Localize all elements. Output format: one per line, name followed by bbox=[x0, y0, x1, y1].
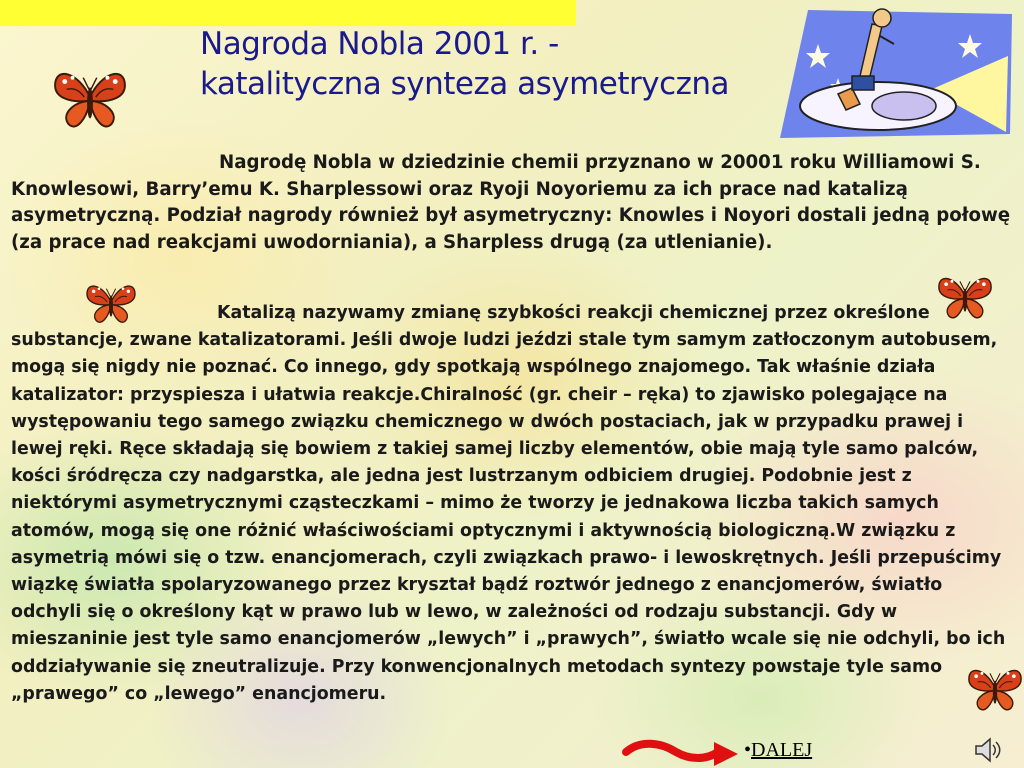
slide-title bbox=[200, 24, 780, 104]
title-line-2: katalityczna synteza asymetryczna bbox=[200, 66, 730, 102]
next-link[interactable] bbox=[744, 738, 812, 762]
speaker-icon[interactable] bbox=[972, 736, 1004, 764]
butterfly-icon bbox=[50, 68, 130, 132]
paragraph-catalysis-text: Katalizą nazywamy zmianę szybkości reakcji chemicznej przez określone substancje, zwane katalizatorami. Jeśli dwoje ludzi jeździ stale tym samym zatłoczonym autobusem, mogą się nigdy nie poznać. Co innego, gdy spotkają wspólnego znajomego. Tak właśnie działa katalizator: przyspiesza i ułatwia reakcje.Chiralność (gr. cheir – ręka) to zjawisko polegające na występowaniu tego samego związku chemicznego w dwóch postaciach, jak w przypadku prawej i lewej ręki. Ręce składają się bowiem z takiej samej liczby elementów, obie mają tyle samo palców, kości śródręcza czy nadgarstka, ale jedna jest lustrzanym odbiciem drugiej. Podobnie jest z niektórymi asymetrycznymi cząsteczkami – mimo że tworzy je jednakowa liczba takich samych atomów, mogą się one różnić właściwościami optycznymi i aktywnością biologiczną.W związku z asymetrią mówi się o tzw. enancjomerach, czyli związkach prawo- i lewoskrętnych. Jeśli przepuścimy wiązkę światła spolaryzowanego przez kryształ bądź roztwór jednego z enancjomerów, światło odchyli się o określony kąt w prawo lub w lewo, w zależności od rodzaju substancji. Gdy w mieszaninie jest tyle samo enancjomerów „lewych” i „prawych”, światło wcale się nie odchyli, bo ich oddziaływanie się zneutralizuje. Przy konwencjonalnych metodach syntezy powstaje tyle samo „prawego” co „lewego” enancjomeru. bbox=[11, 303, 1006, 704]
astronaut-on-rocket-illustration bbox=[780, 6, 1016, 138]
paragraph-catalysis bbox=[11, 300, 1015, 708]
paragraph-nobel-text: Nagrodę Nobla w dziedzinie chemii przyznano w 20001 roku Williamowi S. Knowlesowi, Barry’emu K. Sharplessowi oraz Ryoji Noyoriemu za ich prace nad katalizą asymetryczną. Podział nagrody również był asymetryczny: Knowles i Noyori dostali jedną połowę (za prace nad reakcjami uwodorniania), a Sharpless drugą (za utlenianie). bbox=[11, 152, 1011, 253]
paragraph-nobel bbox=[11, 150, 1015, 256]
bullet: • bbox=[744, 739, 752, 761]
accent-bar bbox=[0, 0, 576, 26]
title-line-1: Nagroda Nobla 2001 r. - bbox=[200, 26, 559, 62]
next-link-label[interactable]: DALEJ bbox=[751, 739, 813, 761]
curved-arrow-icon[interactable] bbox=[620, 738, 740, 768]
